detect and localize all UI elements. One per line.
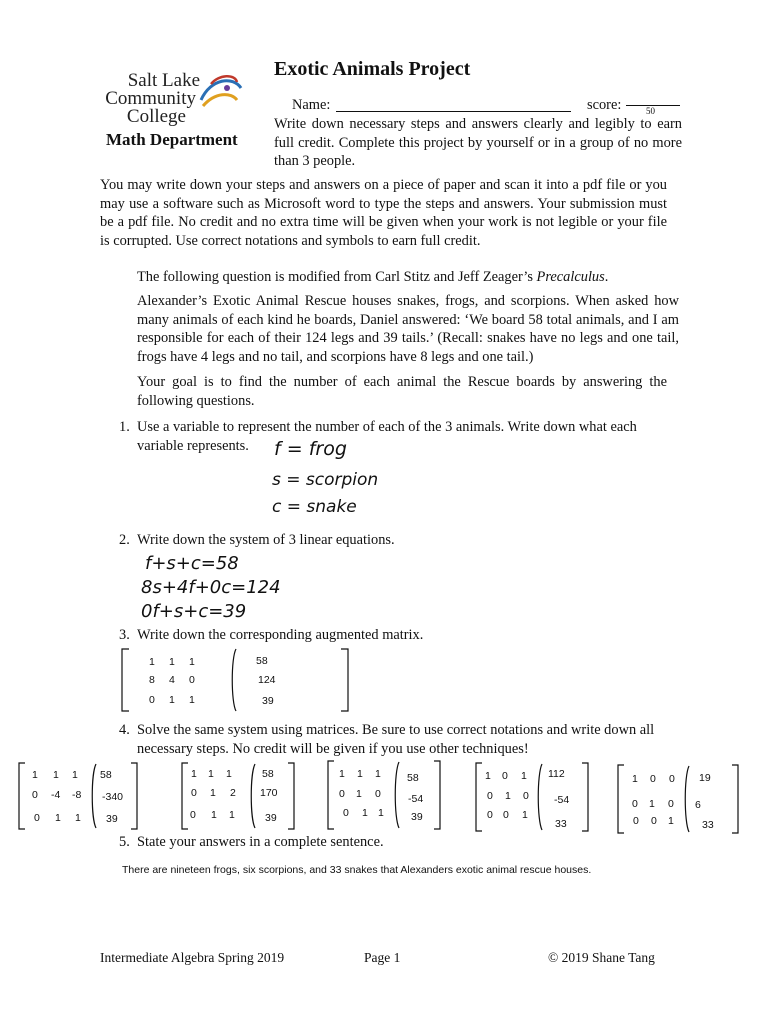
question-3-number: 3. xyxy=(119,627,130,643)
matrix-cell: 1 xyxy=(53,769,59,781)
handwritten-variable-c: c = snake xyxy=(272,497,357,517)
matrix-cell: 1 xyxy=(208,768,214,780)
matrix-left-bracket xyxy=(120,648,130,712)
matrix-cell: 1 xyxy=(169,656,175,668)
matrix-cell: 1 xyxy=(72,769,78,781)
matrix-cell: 1 xyxy=(169,694,175,706)
matrix-cell: 0 xyxy=(191,787,197,799)
matrix-cell: 1 xyxy=(229,809,235,821)
matrix-cell: 0 xyxy=(633,815,639,827)
question-4-text: Solve the same system using matrices. Be sure to use correct notations and write down all necessary steps. No credit will be given if you use other techniques! xyxy=(137,722,655,757)
matrix-rhs-cell: 39 xyxy=(106,813,118,825)
matrix-rhs-cell: -340 xyxy=(102,791,124,803)
matrix-cell: 0 xyxy=(190,809,196,821)
source-book: Precalculus xyxy=(536,269,605,285)
handwritten-equation-2: 8s+4f+0c=124 xyxy=(141,577,281,598)
solution-matrix-1 xyxy=(18,762,140,830)
name-field-line[interactable] xyxy=(336,111,571,112)
matrix-rhs-cell: 58 xyxy=(256,655,268,667)
matrix-divider xyxy=(90,762,98,830)
matrix-cell: 0 xyxy=(487,790,493,802)
page-title: Exotic Animals Project xyxy=(274,58,471,80)
matrix-cell: 0 xyxy=(487,809,493,821)
intro-instructions: Write down necessary steps and answers clearly and legibly to earn full credit. Complete this project by yourself or in a group of no more than 3 people. xyxy=(274,116,682,169)
matrix-cell: 0 xyxy=(189,674,195,686)
matrix-cell: 0 xyxy=(523,790,529,802)
matrix-cell: 1 xyxy=(339,768,345,780)
matrix-cell: -4 xyxy=(51,789,61,801)
college-swirl-logo-icon xyxy=(197,70,245,114)
matrix-left-bracket xyxy=(327,760,335,830)
question-2-number: 2. xyxy=(119,532,130,548)
matrix-cell: 0 xyxy=(651,815,657,827)
matrix-rhs-cell: 58 xyxy=(100,769,112,781)
handwritten-variable-s: s = scorpion xyxy=(272,470,379,490)
question-1-number: 1. xyxy=(119,419,130,435)
matrix-cell: 2 xyxy=(230,787,236,799)
question-2-text: Write down the system of 3 linear equations. xyxy=(137,532,395,548)
score-total: 50 xyxy=(646,106,655,116)
solution-matrix-5 xyxy=(617,764,741,834)
answer-sentence: There are nineteen frogs, six scorpions, and 33 snakes that Alexanders exotic animal rescue houses. xyxy=(122,864,592,876)
matrix-left-bracket xyxy=(181,762,189,830)
augmented-matrix xyxy=(120,648,350,712)
footer-course: Intermediate Algebra Spring 2019 xyxy=(100,950,285,965)
handwritten-variable-f: f = frog xyxy=(274,438,347,460)
source-suffix: . xyxy=(604,269,609,285)
matrix-cell: 0 xyxy=(339,788,345,800)
matrix-cell: 1 xyxy=(75,812,81,824)
matrix-cell: 1 xyxy=(211,809,217,821)
name-label: Name: xyxy=(292,97,331,113)
department-name: Math Department xyxy=(106,130,238,149)
matrix-cell: 0 xyxy=(502,770,508,782)
matrix-cell: 1 xyxy=(149,656,155,668)
matrix-cell: 1 xyxy=(522,809,528,821)
matrix-right-bracket xyxy=(731,764,739,834)
matrix-cell: 1 xyxy=(55,812,61,824)
matrix-cell: 1 xyxy=(378,807,384,819)
matrix-right-bracket xyxy=(130,762,138,830)
matrix-rhs-cell: 39 xyxy=(265,812,277,824)
matrix-rhs-cell: 6 xyxy=(695,799,701,811)
matrix-left-bracket xyxy=(475,762,483,832)
matrix-cell: 1 xyxy=(191,768,197,780)
matrix-rhs-cell: 124 xyxy=(258,674,276,686)
matrix-rhs-cell: 19 xyxy=(699,772,711,784)
matrix-cell: 0 xyxy=(650,773,656,785)
matrix-cell: 1 xyxy=(356,788,362,800)
matrix-cell: 8 xyxy=(149,674,155,686)
matrix-rhs-cell: 58 xyxy=(407,772,419,784)
matrix-cell: 1 xyxy=(210,787,216,799)
college-logo-text xyxy=(96,72,200,126)
matrix-cell: 1 xyxy=(362,807,368,819)
matrix-right-bracket xyxy=(287,762,295,830)
footer-page-number: Page 1 xyxy=(364,950,401,965)
matrix-cell: 0 xyxy=(343,807,349,819)
matrix-rhs-cell: 39 xyxy=(411,811,423,823)
matrix-cell: 1 xyxy=(649,798,655,810)
matrix-divider xyxy=(230,648,238,712)
matrix-cell: 4 xyxy=(169,674,175,686)
matrix-cell: -8 xyxy=(72,789,82,801)
logo-line-3: College xyxy=(126,106,186,127)
matrix-cell: 1 xyxy=(32,769,38,781)
source-note xyxy=(137,268,677,287)
matrix-cell: 0 xyxy=(34,812,40,824)
matrix-rhs-cell: 33 xyxy=(555,818,567,830)
question-1-text: Use a variable to represent the number of each of the 3 animals. Write down what each variable represents. xyxy=(137,419,637,454)
matrix-rhs-cell: 112 xyxy=(548,768,565,780)
matrix-cell: 1 xyxy=(505,790,511,802)
handwritten-equation-3: 0f+s+c=39 xyxy=(141,601,247,622)
goal-statement: Your goal is to find the number of each animal the Rescue boards by answering the following questions. xyxy=(137,374,667,409)
solution-matrix-4 xyxy=(475,762,591,832)
matrix-cell: 0 xyxy=(32,789,38,801)
matrix-cell: 0 xyxy=(149,694,155,706)
matrix-cell: 1 xyxy=(632,773,638,785)
matrix-rhs-cell: -54 xyxy=(554,794,570,806)
matrix-right-bracket xyxy=(581,762,589,832)
matrix-cell: 0 xyxy=(668,798,674,810)
matrix-rhs-cell: -54 xyxy=(408,793,424,805)
solution-matrix-2 xyxy=(181,762,297,830)
question-4-number: 4. xyxy=(119,722,130,738)
matrix-rhs-cell: 170 xyxy=(260,787,278,799)
matrix-cell: 1 xyxy=(375,768,381,780)
matrix-cell: 1 xyxy=(485,770,491,782)
matrix-cell: 0 xyxy=(669,773,675,785)
matrix-divider xyxy=(683,764,691,834)
matrix-cell: 1 xyxy=(189,656,195,668)
score-label: score: xyxy=(587,97,622,113)
matrix-divider xyxy=(249,762,257,830)
matrix-cell: 1 xyxy=(226,768,232,780)
solution-matrix-3 xyxy=(327,760,443,830)
matrix-cell: 1 xyxy=(189,694,195,706)
matrix-divider xyxy=(393,760,401,830)
matrix-rhs-cell: 33 xyxy=(702,819,714,831)
matrix-left-bracket xyxy=(617,764,625,834)
matrix-cell: 1 xyxy=(357,768,363,780)
matrix-rhs-cell: 39 xyxy=(262,695,274,707)
matrix-cell: 1 xyxy=(521,770,527,782)
question-5-number: 5. xyxy=(119,834,130,850)
matrix-cell: 0 xyxy=(503,809,509,821)
matrix-left-bracket xyxy=(18,762,26,830)
footer-copyright: © 2019 Shane Tang xyxy=(548,950,655,965)
submission-instructions: You may write down your steps and answers on a piece of paper and scan it into a pdf file or you may use a software such as Microsoft word to type the steps and answers. Your submission must be a pdf file. No credit and no extra time will be given when your work is not legible or your file is corrupted. Use correct notations and symbols to earn full credit. xyxy=(100,177,667,249)
problem-statement: Alexander’s Exotic Animal Rescue houses snakes, frogs, and scorpions. When asked how many animals of each kind he boards, Daniel answered: ‘We board 58 total animals, and I am responsible for each of their 124 legs and 39 tails.’ (Recall: snakes have no legs and one tail, frogs have 4 legs and no tail, and scorpions have 8 legs and one tail.) xyxy=(137,293,679,365)
matrix-divider xyxy=(536,762,544,832)
question-5-text: State your answers in a complete sentence. xyxy=(137,834,384,850)
matrix-cell: 0 xyxy=(375,788,381,800)
matrix-cell: 0 xyxy=(632,798,638,810)
source-prefix: The following question is modified from Carl Stitz and Jeff Zeager’s xyxy=(137,269,537,285)
matrix-right-bracket xyxy=(340,648,350,712)
handwritten-equation-1: f+s+c=58 xyxy=(145,553,239,574)
matrix-rhs-cell: 58 xyxy=(262,768,274,780)
matrix-right-bracket xyxy=(433,760,441,830)
logo-line-1: Salt Lake xyxy=(127,70,200,91)
matrix-cell: 1 xyxy=(668,815,674,827)
logo-line-2: Community xyxy=(105,88,196,109)
question-3-text: Write down the corresponding augmented matrix. xyxy=(137,627,424,643)
